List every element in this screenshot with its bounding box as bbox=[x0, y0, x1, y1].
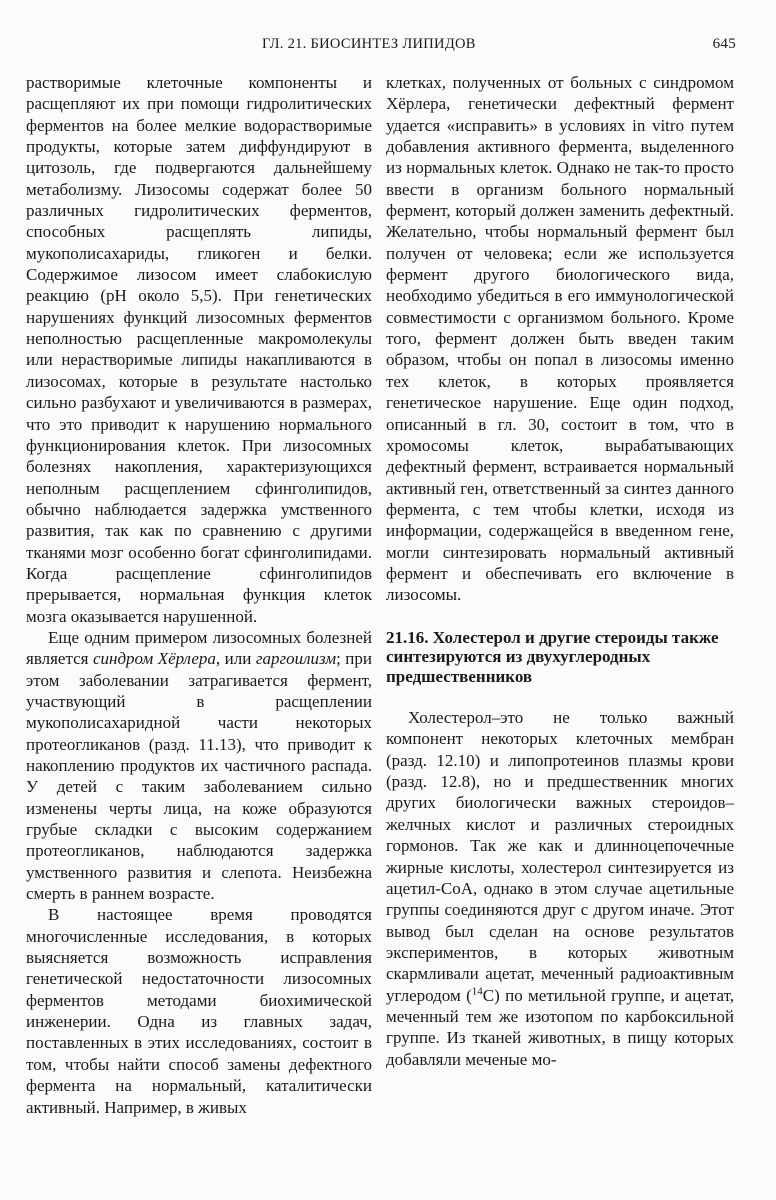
running-header bbox=[0, 36, 776, 58]
isotope-superscript: 14 bbox=[471, 984, 483, 997]
paragraph-lysosome-contents: растворимые клеточные компоненты и расщепляют их при помощи гидролитических ферментов на более мелкие водорастворимые продукты, которые затем диффундируют в цитозоль, где подвергаются дальнейшему метаболизму. Лизосомы содержат более 50 различных гидролитических ферментов, способных расщеплять липиды, мукополисахариды, гликоген и белки. Содержимое лизосом имеет слабокислую реакцию (pH около 5,5). При генетических нарушениях функций лизосомных ферментов неполностью расщепленные макромолекулы или нерастворимые липиды накапливаются в лизосомах, которые в результате настолько сильно разбухают и увеличиваются в размерах, что это приводит к нарушению нормального функционирования клеток. При лизосомных болезнях накопления, характеризующихся неполным расщеплением сфинголипидов, обычно наблюдается задержка умственного развития, так как по сравнению с другими тканями мозг особенно богат сфинголипидами. Когда расщепление сфинголипидов прерывается, нормальная функция клеток мозга оказывается нарушенной. bbox=[26, 73, 372, 626]
text-run: ; при этом заболевании затрагивается фермент, участвующий в расщеплении мукополисахаридной части некоторых протеогликанов (разд. 11.13), что приводит к накоплению продуктов их частичного распада. У детей с таким заболеванием сильно изменены черты лица, на коже образуются грубые складки с высоким содержанием протеогликанов, наблюдаются задержка умственного развития и слепота. Неизбежна смерть в раннем возрасте. bbox=[26, 649, 372, 904]
section-heading: 21.16. Холестерол и другие стероиды также синтезируются из двухуглеродных предшественников bbox=[386, 627, 719, 686]
text-run: Еще одним примером лизосомных болезней является bbox=[26, 627, 372, 669]
left-column bbox=[26, 72, 372, 1118]
term-gargoylism: гаргоилизм bbox=[255, 649, 337, 669]
paragraph-enzyme-correction: В настоящее время проводятся многочисленные исследования, в которых выясняется возможность исправления генетической недостаточности лизосомных ферментов методами биохимической инженерии. Одна из главных задач, поставленных в этих исследованиях, состоит в том, чтобы найти способ замены дефектного фермента на нормальный, каталитически активный. Например, в живых bbox=[26, 905, 372, 1117]
text-run: Холестерол–это не только важный компонент некоторых клеточных мембран (разд. 12.10) и липопротеинов плазмы крови (разд. 12.8), но и предшественник многих других биологически важных стероидов–желчных кислот и различных стероидных гормонов. Так же как и длинноцепочечные жирные кислоты, холестерол синтезируется из ацетил-СоА, однако в этом случае ацетильные группы соединяются друг с другом иначе. Этот вывод был сделан на основе результатов экспериментов, в которых животным скармливали ацетат, меченный радиоактивным углеродом ( bbox=[386, 708, 734, 1005]
text-run: С) по метильной группе, и ацетат, меченный тем же изотопом по карбоксильной группе. Из тканей животных, в пищу которых добавляли меченые мо- bbox=[386, 985, 734, 1069]
paragraph-hurler-cells: клетках, полученных от больных с синдромом Хёрлера, генетически дефектный фермент удается «исправить» в условиях in vitro путем добавления активного фермента, выделенного из нормальных клеток. Однако не так-то просто ввести в организм больного нормальный фермент, который должен заменить дефектный. Желательно, чтобы нормальный фермент был получен от человека; если же используется фермент другого биологического вида, необходимо убедиться в его иммунологической совместимости с организмом больного. Кроме того, фермент должен быть введен таким образом, чтобы он попал в лизосомы именно тех клеток, в которых проявляется генетическое нарушение. Еще один подход, описанный в гл. 30, состоит в том, что в хромосомы клеток, вырабатывающих дефектный фермент, встраивается нормальный активный ген, ответственный за синтез данного фермента, с тем чтобы клетки, исходя из информации, содержащейся в введенном гене, могли синтезировать нормальный активный фермент и обеспечивать его включение в лизосомы. bbox=[386, 73, 734, 605]
paragraph-hurler-syndrome bbox=[26, 627, 372, 904]
right-column bbox=[386, 72, 734, 1070]
page-number: 645 bbox=[712, 36, 736, 52]
term-hurler-syndrome: синдром Хёрлера bbox=[92, 649, 216, 669]
text-run: , или bbox=[215, 649, 256, 669]
chapter-title: ГЛ. 21. БИОСИНТЕЗ ЛИПИДОВ bbox=[262, 36, 476, 52]
paragraph-cholesterol bbox=[386, 707, 734, 1070]
